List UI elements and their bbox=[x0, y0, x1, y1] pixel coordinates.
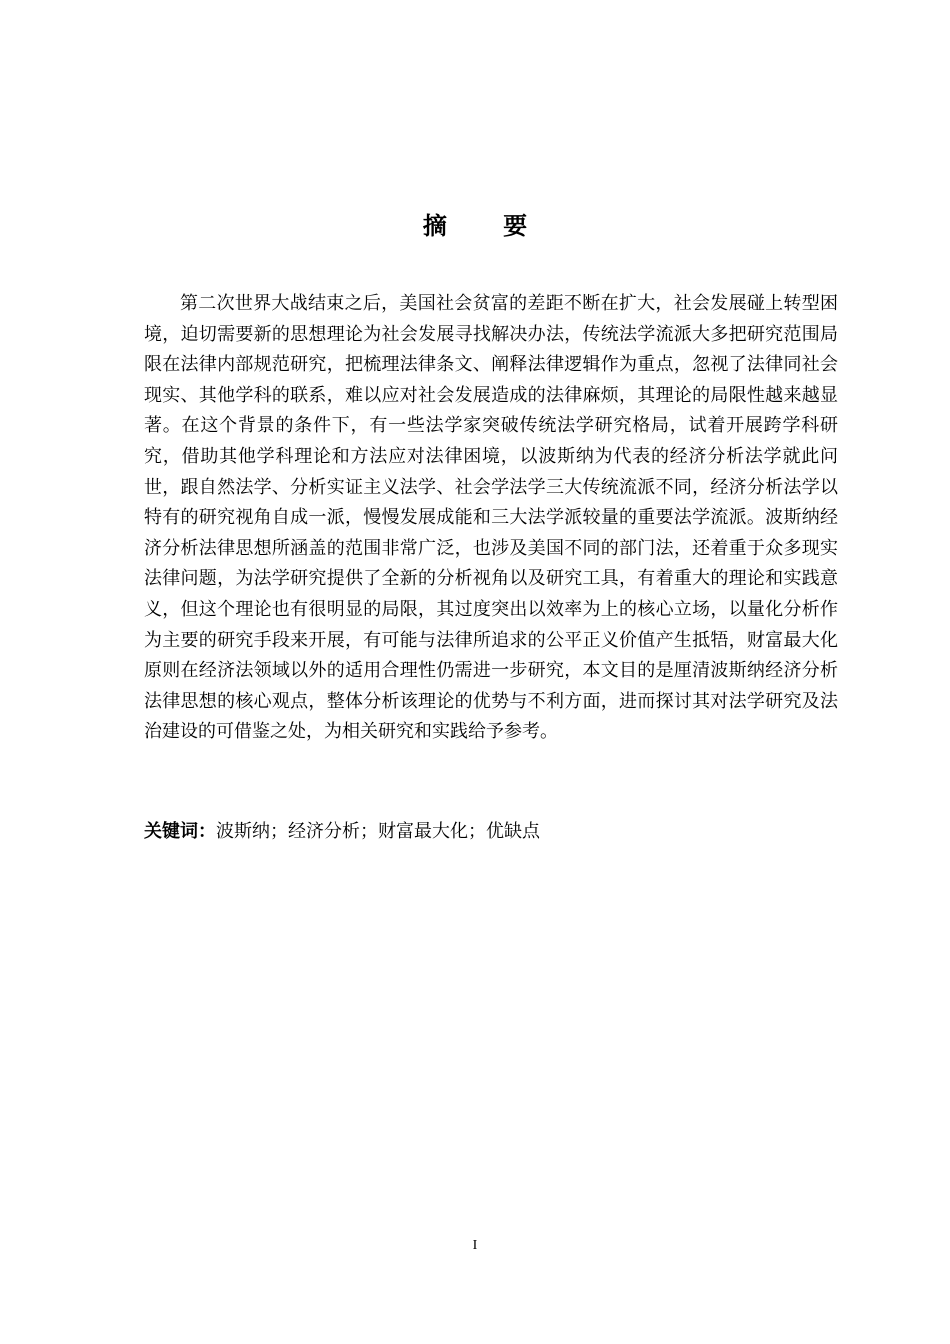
keywords-label: 关键词： bbox=[144, 821, 216, 842]
keywords-text: 波斯纳；经济分析；财富最大化；优缺点 bbox=[216, 821, 540, 842]
abstract-title: 摘 要 bbox=[422, 212, 552, 240]
abstract-body: 第二次世界大战结束之后，美国社会贫富的差距不断在扩大，社会发展碰上转型困境，迫切需要新的思想理论为社会发展寻找解决办法，传统法学流派大多把研究范围局限在法律内部规范研究，把梳理法律条文、阐释法律逻辑作为重点，忽视了法律同社会现实、其他学科的联系，难以应对社会发展造成的法律麻烦，其理论的局限性越来越显著。在这个背景的条件下，有一些法学家突破传统法学研究格局，试着开展跨学科研究，借助其他学科理论和方法应对法律困境，以波斯纳为代表的经济分析法学就此问世，跟自然法学、分析实证主义法学、社会学法学三大传统流派不同，经济分析法学以特有的研究视角自成一派，慢慢发展成能和三大法学派较量的重要法学流派。波斯纳经济分析法律思想所涵盖的范围非常广泛，也涉及美国不同的部门法，还着重于众多现实法律问题，为法学研究提供了全新的分析视角以及研究工具，有着重大的理论和实践意义，但这个理论也有很明显的局限，其过度突出以效率为上的核心立场，以量化分析作为主要的研究手段来开展，有可能与法律所追求的公平正义价值产生抵牾，财富最大化原则在经济法领域以外的适用合理性仍需进一步研究，本文目的是厘清波斯纳经济分析法律思想的核心观点，整体分析该理论的优势与不利方面，进而探讨其对法学研究及法治建设的可借鉴之处，为相关研究和实践给予参考。 bbox=[144, 293, 838, 743]
page-number: I bbox=[472, 1238, 478, 1253]
keywords-line bbox=[144, 817, 838, 847]
